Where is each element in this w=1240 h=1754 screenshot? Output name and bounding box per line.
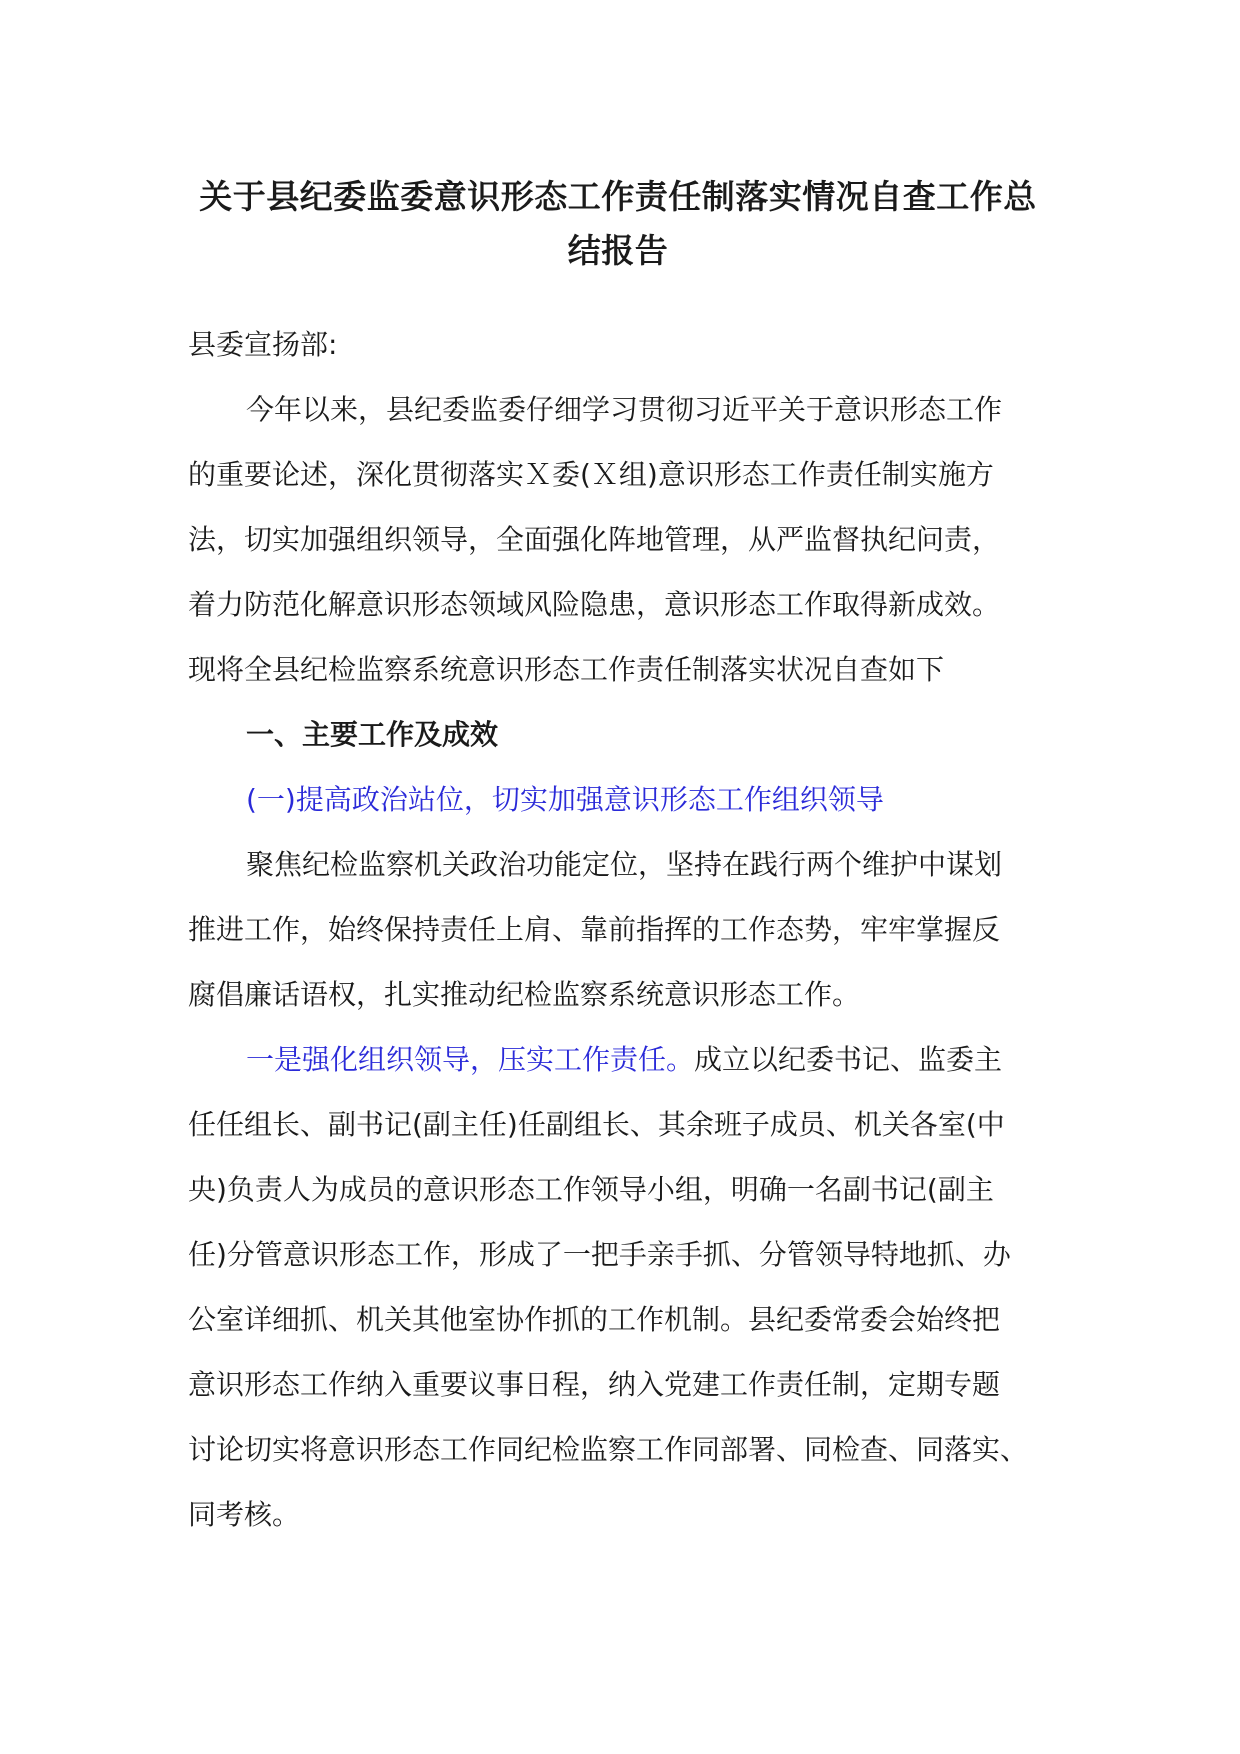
section-heading: 一、主要工作及成效 bbox=[246, 718, 499, 751]
paragraph-line: 法，切实加强组织领导，全面强化阵地管理，从严监督执纪问责， bbox=[188, 523, 1001, 556]
salutation: 县委宣扬部: bbox=[188, 328, 338, 361]
point-paragraph bbox=[188, 1027, 1050, 1547]
paragraph-line: 腐倡廉话语权，扎实推动纪检监察系统意识形态工作。 bbox=[188, 978, 861, 1011]
paragraph-line: 意识形态工作纳入重要议事日程，纳入党建工作责任制，定期专题 bbox=[188, 1368, 1001, 1401]
subsection-heading: (一)提高政治站位，切实加强意识形态工作组织领导 bbox=[246, 783, 884, 816]
title-line-2: 结报告 bbox=[567, 231, 669, 270]
paragraph-line bbox=[188, 1027, 1050, 1092]
paragraph-line: 公室详细抓、机关其他室协作抓的工作机制。县纪委常委会始终把 bbox=[188, 1303, 1001, 1336]
paragraph-line: 的重要论述，深化贯彻落实Ｘ委(Ｘ组)意识形态工作责任制实施方 bbox=[188, 458, 994, 491]
subsection-paragraph bbox=[188, 832, 1050, 1027]
point-lead-text: 一是强化组织领导，压实工作责任。 bbox=[246, 1043, 695, 1076]
paragraph-line: 推进工作，始终保持责任上肩、靠前指挥的工作态势，牢牢掌握反 bbox=[188, 913, 1001, 946]
paragraph-line: 现将全县纪检监察系统意识形态工作责任制落实状况自查如下 bbox=[188, 653, 945, 686]
document-title bbox=[188, 170, 1048, 278]
paragraph-line: 任任组长、副书记(副主任)任副组长、其余班子成员、机关各室(中 bbox=[188, 1108, 1005, 1141]
paragraph-line: 同考核。 bbox=[188, 1498, 301, 1531]
intro-paragraph bbox=[188, 377, 1050, 702]
paragraph-line: 讨论切实将意识形态工作同纪检监察工作同部署、同检查、同落实、 bbox=[188, 1433, 1029, 1466]
paragraph-line: 聚焦纪检监察机关政治功能定位，坚持在践行两个维护中谋划 bbox=[246, 848, 1003, 881]
paragraph-line: 央)负责人为成员的意识形态工作领导小组，明确一名副书记(副主 bbox=[188, 1173, 994, 1206]
point-first-line-rest: 成立以纪委书记、监委主 bbox=[694, 1043, 1003, 1076]
paragraph-line: 着力防范化解意识形态领域风险隐患，意识形态工作取得新成效。 bbox=[188, 588, 1001, 621]
document-body bbox=[188, 312, 1050, 1547]
title-line-1: 关于县纪委监委意识形态工作责任制落实情况自查工作总 bbox=[199, 177, 1037, 216]
paragraph-line: 任)分管意识形态工作，形成了一把手亲手抓、分管领导特地抓、办 bbox=[188, 1238, 1011, 1271]
paragraph-line: 今年以来，县纪委监委仔细学习贯彻习近平关于意识形态工作 bbox=[246, 393, 1003, 426]
